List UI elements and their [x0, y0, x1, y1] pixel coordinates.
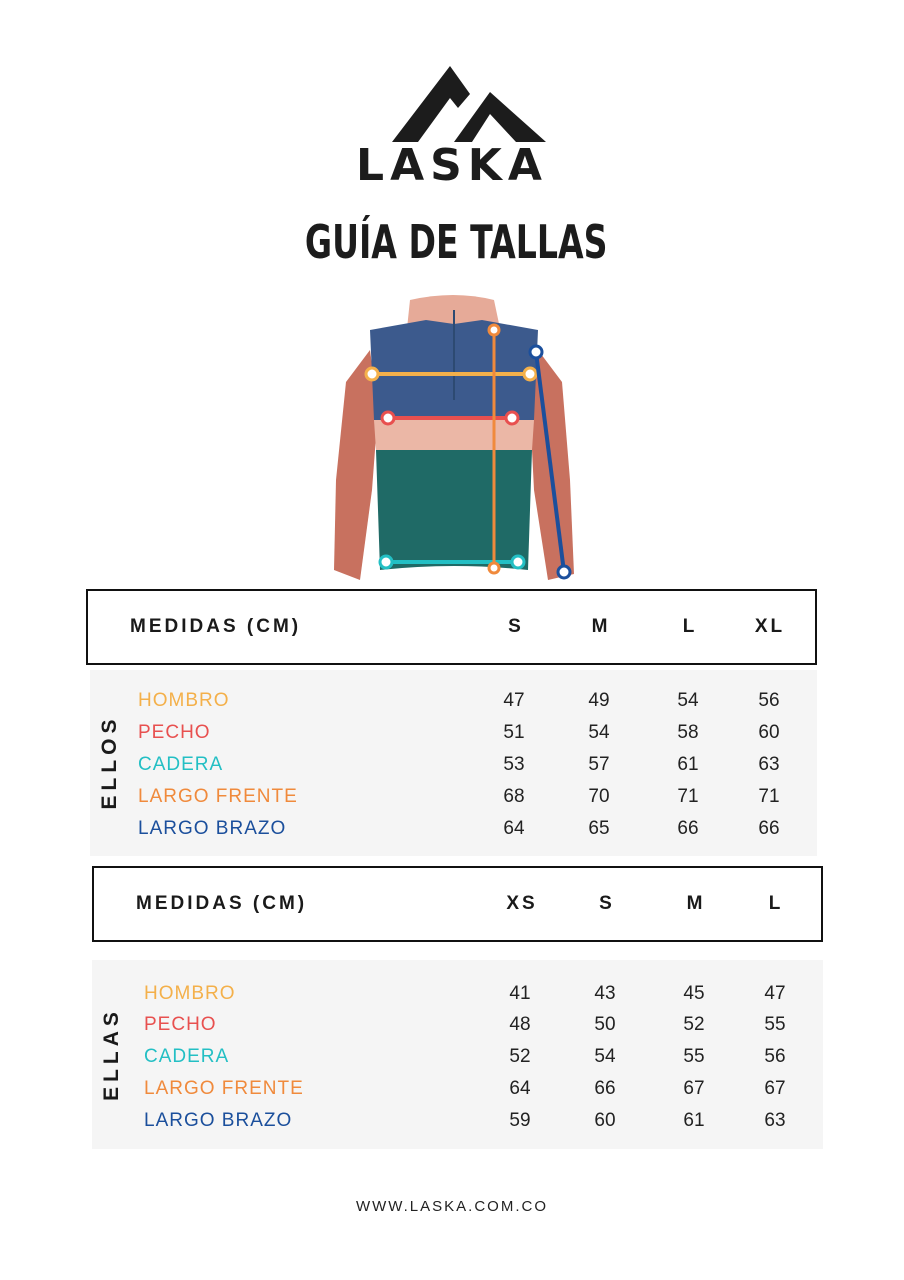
value-cell: 53 — [503, 754, 525, 775]
mountain-logo-icon — [392, 62, 546, 146]
value-cell: 67 — [764, 1078, 786, 1099]
value-cell: 52 — [683, 1014, 705, 1035]
table-row — [92, 1042, 823, 1072]
row-label-largo-brazo: LARGO BRAZO — [138, 818, 287, 839]
table-row — [92, 979, 823, 1009]
header-medidas: MEDIDAS (CM) — [130, 616, 302, 637]
value-cell: 51 — [503, 722, 525, 743]
jacket-measurement-diagram — [326, 290, 582, 586]
value-cell: 63 — [764, 1110, 786, 1131]
row-label-cadera: CADERA — [138, 754, 224, 775]
ellas-table-header — [92, 866, 823, 942]
row-label-largo-frente: LARGO FRENTE — [138, 786, 298, 807]
value-cell: 47 — [503, 690, 525, 711]
table-row — [92, 1010, 823, 1040]
value-cell: 41 — [509, 983, 531, 1004]
header-medidas: MEDIDAS (CM) — [136, 893, 308, 914]
size-header: S — [599, 893, 615, 914]
value-cell: 61 — [677, 754, 699, 775]
brand-name: LASKA — [356, 140, 548, 191]
table-row — [92, 1106, 823, 1136]
table-row — [90, 686, 817, 716]
value-cell: 43 — [594, 983, 616, 1004]
table-row — [92, 1074, 823, 1104]
size-header: L — [768, 893, 784, 914]
value-cell: 49 — [588, 690, 610, 711]
size-header: M — [591, 616, 611, 637]
value-cell: 56 — [764, 1046, 786, 1067]
table-row — [90, 718, 817, 748]
value-cell: 64 — [509, 1078, 531, 1099]
value-cell: 45 — [683, 983, 705, 1004]
page-title: GUÍA DE TALLAS — [304, 215, 608, 269]
value-cell: 60 — [594, 1110, 616, 1131]
value-cell: 68 — [503, 786, 525, 807]
value-cell: 55 — [764, 1014, 786, 1035]
website-link[interactable]: WWW.LASKA.COM.CO — [355, 1198, 548, 1215]
row-label-largo-frente: LARGO FRENTE — [144, 1078, 304, 1099]
value-cell: 54 — [594, 1046, 616, 1067]
value-cell: 59 — [509, 1110, 531, 1131]
value-cell: 55 — [683, 1046, 705, 1067]
group-label-ellas: ELLAS — [100, 1007, 123, 1101]
value-cell: 52 — [509, 1046, 531, 1067]
value-cell: 48 — [509, 1014, 531, 1035]
value-cell: 67 — [683, 1078, 705, 1099]
value-cell: 61 — [683, 1110, 705, 1131]
row-label-pecho: PECHO — [138, 722, 211, 743]
size-header: XS — [506, 893, 538, 914]
row-label-hombro: HOMBRO — [144, 983, 236, 1004]
value-cell: 71 — [758, 786, 780, 807]
value-cell: 63 — [758, 754, 780, 775]
value-cell: 50 — [594, 1014, 616, 1035]
ellas-table-body — [92, 960, 823, 1149]
value-cell: 47 — [764, 983, 786, 1004]
value-cell: 54 — [588, 722, 610, 743]
value-cell: 70 — [588, 786, 610, 807]
value-cell: 65 — [588, 818, 610, 839]
row-label-hombro: HOMBRO — [138, 690, 230, 711]
value-cell: 71 — [677, 786, 699, 807]
row-label-largo-brazo: LARGO BRAZO — [144, 1110, 293, 1131]
size-header: S — [508, 616, 524, 637]
value-cell: 56 — [758, 690, 780, 711]
ellos-table-header — [86, 589, 817, 665]
table-row — [90, 750, 817, 780]
size-header: XL — [754, 616, 786, 637]
value-cell: 60 — [758, 722, 780, 743]
row-label-pecho: PECHO — [144, 1014, 217, 1035]
value-cell: 66 — [677, 818, 699, 839]
ellos-table-body — [90, 670, 817, 856]
size-header: L — [682, 616, 698, 637]
group-label-ellos: ELLOS — [98, 714, 121, 810]
table-row — [90, 814, 817, 844]
value-cell: 64 — [503, 818, 525, 839]
value-cell: 58 — [677, 722, 699, 743]
value-cell: 57 — [588, 754, 610, 775]
row-label-cadera: CADERA — [144, 1046, 230, 1067]
value-cell: 54 — [677, 690, 699, 711]
table-row — [90, 782, 817, 812]
size-header: M — [686, 893, 706, 914]
value-cell: 66 — [758, 818, 780, 839]
value-cell: 66 — [594, 1078, 616, 1099]
